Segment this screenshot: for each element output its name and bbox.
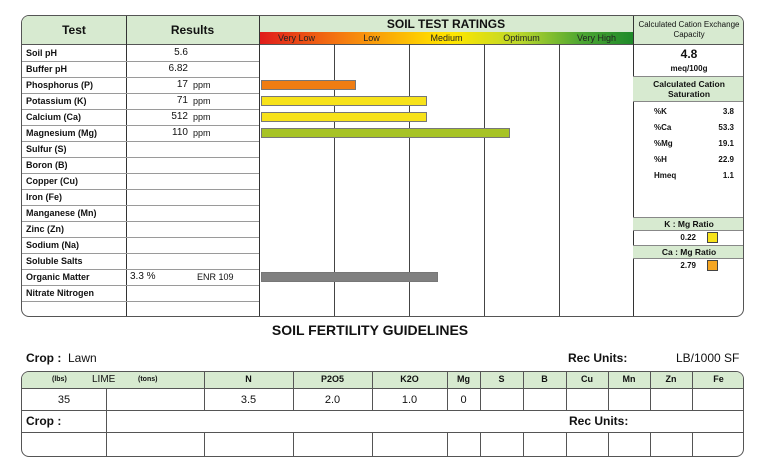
test-name: Soluble Salts	[26, 256, 83, 266]
test-name: Sulfur (S)	[26, 144, 67, 154]
test-name: Phosphorus (P)	[26, 80, 93, 90]
result-value	[142, 253, 188, 269]
lime-lbs-label: (lbs)	[52, 376, 67, 383]
fertility-value: 35	[57, 394, 71, 406]
nutrient-header: B	[541, 374, 548, 384]
result-unit: ppm	[193, 96, 211, 106]
saturation-label: Hmeq	[654, 171, 677, 180]
scale-label-optimum: Optimum	[503, 33, 540, 43]
ca-mg-value: 2.79	[680, 261, 696, 270]
ratio-divider	[633, 258, 744, 259]
scale-label-low: Low	[363, 33, 380, 43]
test-name: Potassium (K)	[26, 96, 87, 106]
crop-value: Lawn	[68, 351, 97, 365]
ca-mg-title: Ca : Mg Ratio	[661, 247, 717, 257]
test-name: Manganese (Mn)	[26, 208, 97, 218]
ratings-title: SOIL TEST RATINGS	[386, 17, 506, 31]
k-mg-value: 0.22	[680, 233, 696, 242]
rec-units2-label: Rec Units:	[569, 414, 629, 428]
result-value: 3.3 %	[130, 271, 156, 282]
crop2-label: Crop :	[26, 414, 62, 428]
saturation-value: 3.8	[722, 107, 734, 116]
saturation-label: %H	[654, 155, 667, 164]
guidelines-title: SOIL FERTILITY GUIDELINES	[271, 322, 469, 338]
row-divider	[22, 301, 259, 302]
rating-bar	[261, 272, 438, 282]
test-name: Calcium (Ca)	[26, 112, 82, 122]
result-value: 512	[171, 111, 188, 122]
test-name: Organic Matter	[26, 272, 90, 282]
soil-test-ratings-panel	[21, 15, 744, 317]
test-name: Buffer pH	[26, 64, 67, 74]
cec-value: 4.8	[680, 47, 698, 61]
fertility-col-divider	[523, 433, 524, 457]
test-name: Boron (B)	[26, 160, 68, 170]
header-divider	[22, 44, 744, 45]
result-value	[142, 173, 188, 189]
test-name: Magnesium (Mg)	[26, 128, 97, 138]
nutrient-header: Mg	[457, 374, 470, 384]
nutrient-header: S	[498, 374, 505, 384]
test-column-header: Test	[62, 23, 86, 37]
fertility-value: 1.0	[401, 394, 418, 406]
results-column-header: Results	[170, 23, 215, 37]
lime-label: LIME	[92, 374, 116, 385]
saturation-label: %Mg	[654, 139, 673, 148]
test-name: Copper (Cu)	[26, 176, 78, 186]
fertility-col-divider	[566, 433, 567, 457]
scale-label-very-high: Very High	[576, 33, 617, 43]
fertility-col-divider	[447, 433, 448, 457]
result-value: 17	[176, 79, 188, 90]
result-value	[142, 221, 188, 237]
crop-label: Crop :	[26, 351, 62, 365]
fertility-row-divider	[22, 410, 744, 411]
saturation-value: 53.3	[718, 123, 734, 132]
saturation-value: 22.9	[718, 155, 734, 164]
fertility-col-divider	[204, 433, 205, 457]
test-name: Sodium (Na)	[26, 240, 79, 250]
fertility-col-divider	[692, 433, 693, 457]
fertility-col-divider	[650, 433, 651, 457]
rating-divider	[559, 44, 560, 317]
nutrient-header: K2O	[400, 374, 419, 384]
saturation-title: Calculated Cation Saturation	[653, 79, 725, 99]
fertility-col-divider	[293, 433, 294, 457]
saturation-value: 19.1	[718, 139, 734, 148]
result-value	[142, 237, 188, 253]
rating-bar	[261, 128, 510, 138]
rec-units-value: LB/1000 SF	[676, 351, 740, 365]
saturation-value: 1.1	[722, 171, 734, 180]
nutrient-header: P2O5	[320, 374, 344, 384]
fertility-row-divider	[22, 432, 744, 433]
ca-mg-swatch	[707, 260, 718, 271]
result-value: 6.82	[168, 63, 188, 74]
result-value	[142, 157, 188, 173]
result-value	[142, 285, 188, 301]
result-unit: ppm	[193, 112, 211, 122]
fertility-value: 2.0	[324, 394, 341, 406]
result-value	[142, 205, 188, 221]
saturation-divider	[633, 101, 744, 102]
test-name: Nitrate Nitrogen	[26, 288, 95, 298]
cec-unit: meq/100g	[670, 64, 708, 73]
fertility-col-divider	[372, 433, 373, 457]
fertility-col-divider	[106, 433, 107, 457]
scale-label-medium: Medium	[430, 33, 463, 43]
rating-bar	[261, 96, 427, 106]
nutrient-header: Cu	[581, 374, 593, 384]
fertility-header-divider	[22, 388, 744, 389]
k-mg-title: K : Mg Ratio	[664, 219, 714, 229]
rec-units-label: Rec Units:	[568, 351, 628, 365]
col-divider	[259, 16, 260, 317]
result-value: 110	[172, 127, 188, 138]
fertility-table	[21, 371, 744, 457]
scale-label-very-low: Very Low	[277, 33, 316, 43]
rating-bar	[261, 80, 356, 90]
nutrient-header: N	[245, 374, 252, 384]
result-value: 71	[176, 95, 188, 106]
cec-title: Calculated Cation Exchange Capacity	[638, 20, 740, 39]
col-divider	[633, 16, 634, 317]
nutrient-header: Mn	[622, 374, 636, 384]
test-name: Iron (Fe)	[26, 192, 62, 202]
lime-tons-label: (tons)	[138, 376, 158, 383]
test-name: Soil pH	[26, 48, 57, 58]
saturation-label: %K	[654, 107, 667, 116]
result-value: 5.6	[174, 47, 188, 58]
ratio-divider	[633, 230, 744, 231]
result-value	[142, 189, 188, 205]
k-mg-swatch	[707, 232, 718, 243]
rating-bar	[261, 112, 427, 122]
result-value	[142, 141, 188, 157]
fertility-value: 0	[460, 394, 467, 406]
fertility-col-divider	[480, 433, 481, 457]
result-extra: ENR 109	[197, 272, 234, 282]
test-name: Zinc (Zn)	[26, 224, 64, 234]
result-unit: ppm	[193, 80, 211, 90]
fertility-col-divider	[608, 433, 609, 457]
result-unit: ppm	[193, 128, 211, 138]
saturation-label: %Ca	[654, 123, 672, 132]
rating-divider	[484, 44, 485, 317]
fertility-value: 3.5	[240, 394, 257, 406]
nutrient-header: Zn	[665, 374, 677, 384]
nutrient-header: Fe	[713, 374, 724, 384]
